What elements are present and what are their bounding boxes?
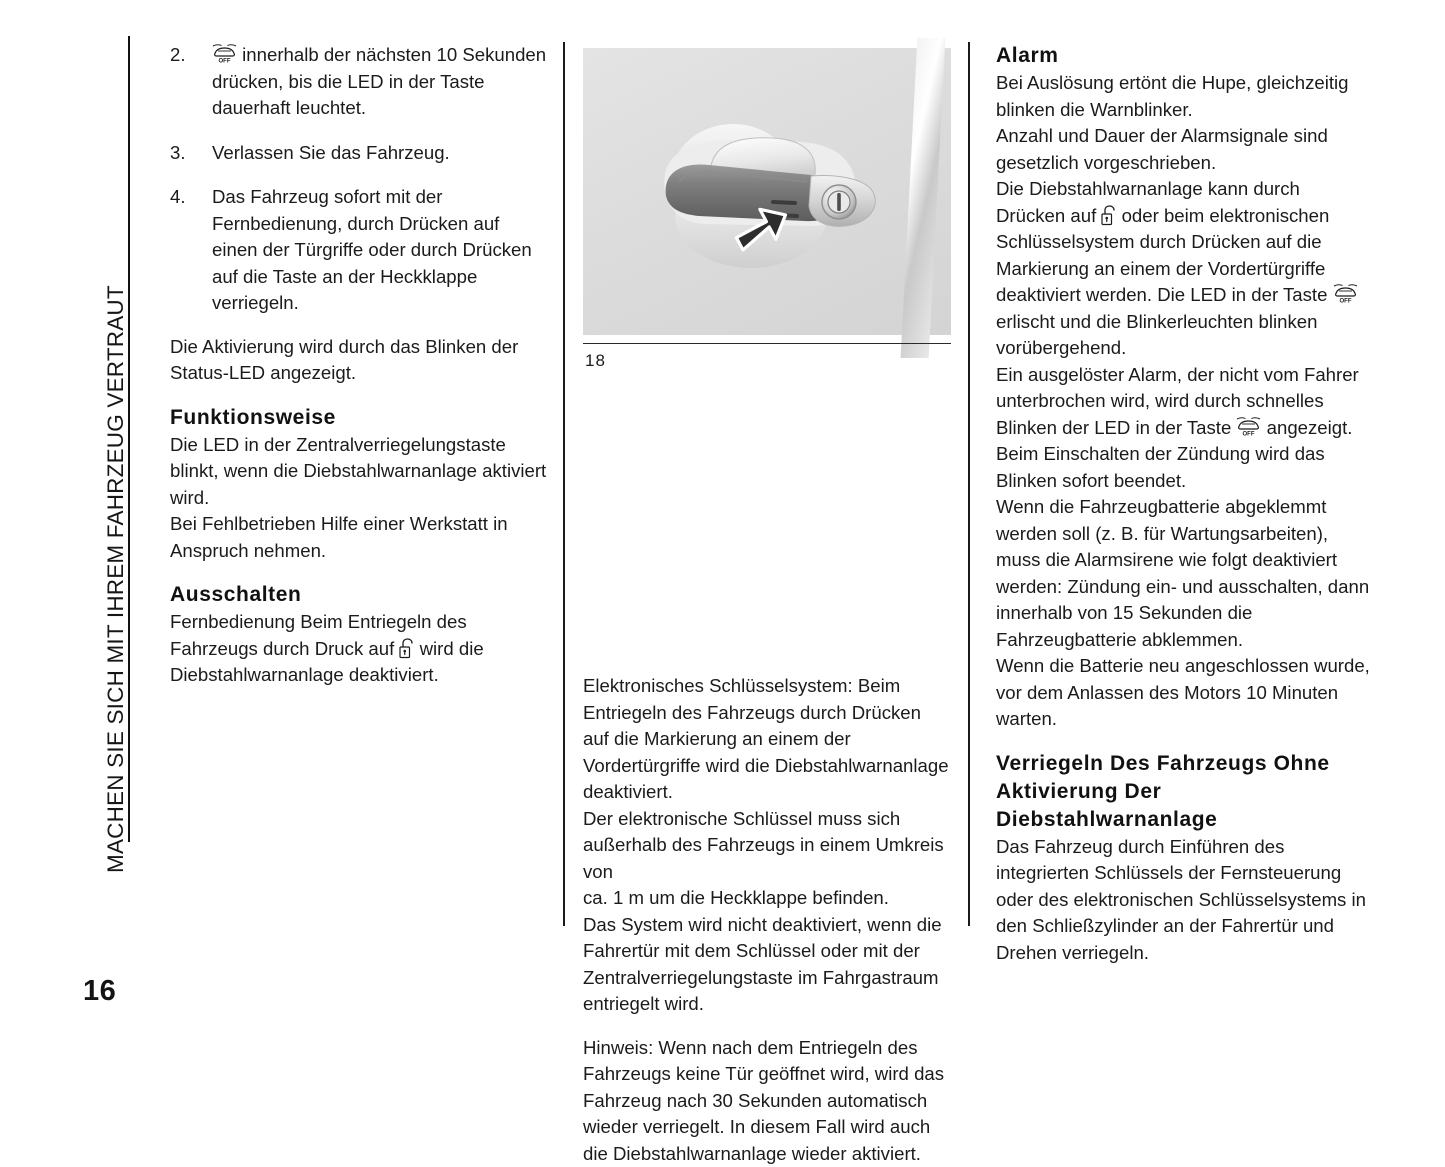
note-label: Hinweis:: [583, 1037, 653, 1058]
alarm-p2-after: erlischt und die Blinkerleuchten blinken vorübergehend.: [996, 311, 1317, 359]
step-3: [170, 140, 548, 167]
column-divider-2: [968, 42, 970, 926]
heading-verriegeln-ohne-aktivierung: Verriegeln Des Fahrzeugs Ohne Aktivierung Der Diebstahlwarnanlage: [996, 750, 1374, 834]
heading-alarm: Alarm: [996, 42, 1374, 70]
alarm-p3-before: Ein ausgelöster Alarm, der nicht vom Fahrer unterbrochen wird, wird durch schnelles Blinken der LED in der Taste: [996, 364, 1359, 438]
ausschalten-text-after: wird die Diebstahlwarnanlage deaktiviert.: [170, 638, 484, 686]
step-2-number: 2.: [170, 42, 198, 69]
alarm-paragraph-2: [996, 203, 1374, 362]
figure-rule-bottom: [583, 343, 951, 344]
running-head: MACHEN SIE SICH MIT IHREM FAHRZEUG VERTRAUT: [103, 61, 129, 873]
door-handle-illustration: [583, 48, 951, 335]
funktionsweise-text: Die LED in der Zentralverriegelungstaste blinkt, wenn die Diebstahlwarnanlage aktiviert wird. Bei Fehlbetrieben Hilfe einer Werkstatt in Anspruch nehmen.: [170, 432, 548, 565]
unlock-padlock-icon: [1101, 205, 1116, 226]
alarm-p3-after: angezeigt. Beim Einschalten der Zündung wird das Blinken sofort beendet. Wenn die Fahrzeugbatterie abgeklemmt werden soll (z. B. für Wartungsarbeiten), muss die Alarmsirene wie folgt deaktiviert werden: Zündung ein- und ausschalten, dann innerhalb von 15 Sekunden die Fahrzeugbatterie abklemmen. Wenn die Batterie neu angeschlossen wurde, vor dem Anlassen des Motors 10 Minuten warten.: [996, 417, 1370, 730]
svg-text:OFF: OFF: [1339, 299, 1351, 305]
figure-image: [583, 48, 951, 335]
middle-paragraph-1: Elektronisches Schlüsselsystem: Beim Entriegeln des Fahrzeugs durch Drücken auf die Markierung an einem der Vordertürgriffe wird die Diebstahlwarnanlage deaktiviert. Der elektronische Schlüssel muss sich außerhalb des Fahrzeugs in einem Umkreis von ca. 1 m um die Heckklappe befinden. Das System wird nicht deaktiviert, wenn die Fahrertür mit dem Schlüssel oder mit der Zentralverriegelungstaste im Fahrgastraum entriegelt wird.: [583, 673, 951, 1018]
alarm-paragraph-3: [996, 362, 1374, 733]
step-2-text: innerhalb der nächsten 10 Sekunden drücken, bis die LED in der Taste dauerhaft leuchtet.: [212, 44, 546, 118]
right-column: [996, 42, 1374, 966]
unlock-padlock-icon: [399, 638, 414, 659]
heading-funktionsweise: Funktionsweise: [170, 404, 548, 432]
activation-note: Die Aktivierung wird durch das Blinken der Status-LED angezeigt.: [170, 334, 548, 387]
svg-text:OFF: OFF: [1243, 431, 1255, 437]
page-number: 16: [83, 975, 116, 1008]
alarm-off-car-icon: [1236, 417, 1261, 437]
figure-door-handle: [583, 48, 951, 335]
step-3-number: 3.: [170, 140, 198, 167]
step-2: [170, 42, 548, 122]
ausschalten-text: [170, 609, 548, 689]
step-4: [170, 184, 548, 317]
alarm-off-car-icon: [212, 44, 237, 64]
figure-caption: 18: [585, 351, 606, 371]
middle-note: [583, 1035, 951, 1167]
note-text: Wenn nach dem Entriegeln des Fahrzeugs keine Tür geöffnet wird, wird das Fahrzeug nach 30 Sekunden automatisch wieder verriegelt. In diesem Fall wird auch die Diebstahlwarnanlage wieder aktiviert.: [583, 1037, 944, 1164]
alarm-p2-middle: oder beim elektronischen Schlüsselsystem durch Drücken auf die Markierung an einem der Vordertürgriffe deaktiviert werden. Die LED in der Taste: [996, 205, 1333, 306]
numbered-steps: [170, 42, 548, 317]
alarm-p2-before: Drücken auf: [996, 205, 1101, 226]
alarm-off-car-icon: [1333, 284, 1358, 304]
verriegeln-text: Das Fahrzeug durch Einführen des integrierten Schlüssels der Fernsteuerung oder des elektronischen Schlüsselsystems in den Schließzylinder an der Fahrertür und Drehen verriegeln.: [996, 834, 1374, 967]
left-column: [170, 42, 548, 689]
svg-text:OFF: OFF: [219, 59, 231, 65]
ausschalten-text-before: Fernbedienung Beim Entriegeln des Fahrzeugs durch Druck auf: [170, 611, 467, 659]
step-4-text: Das Fahrzeug sofort mit der Fernbedienung, durch Drücken auf einen der Türgriffe oder durch Drücken auf die Taste an der Heckklappe verriegeln.: [212, 186, 532, 313]
step-4-number: 4.: [170, 184, 198, 211]
middle-column: [583, 42, 951, 1167]
step-3-text: Verlassen Sie das Fahrzeug.: [212, 142, 450, 163]
alarm-paragraph-1: Bei Auslösung ertönt die Hupe, gleichzeitig blinken die Warnblinker. Anzahl und Dauer der Alarmsignale sind gesetzlich vorgeschrieben. Die Diebstahlwarnanlage kann durch: [996, 70, 1374, 203]
heading-ausschalten: Ausschalten: [170, 581, 548, 609]
column-divider-1: [563, 42, 565, 926]
